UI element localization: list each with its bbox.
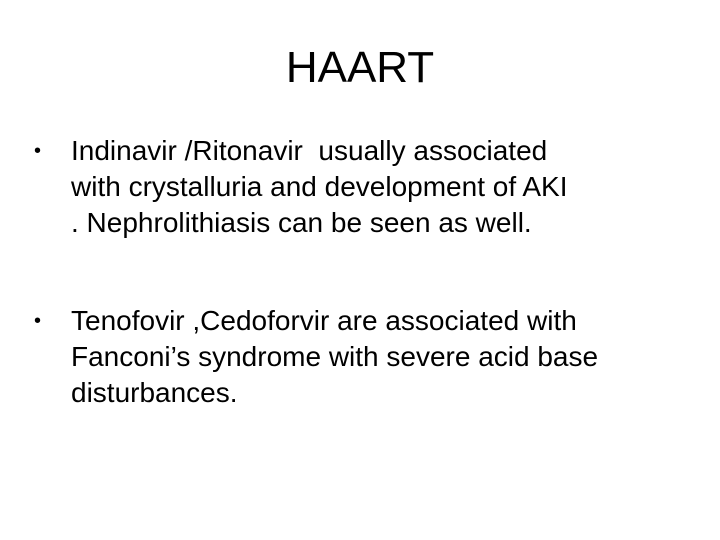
- slide-title: HAART: [285, 43, 435, 92]
- bullet-item-fanconi-syndrome: [34, 303, 704, 411]
- bullet-text: [71, 133, 567, 241]
- bullet-icon: •: [34, 140, 42, 162]
- bullet-line: Fanconi’s syndrome with severe acid base: [71, 341, 599, 372]
- bullet-line: . Nephrolithiasis can be seen as well.: [71, 207, 532, 238]
- bullet-item-haart-aki: [34, 133, 704, 241]
- bullet-line: disturbances.: [71, 377, 238, 408]
- bullet-icon: •: [34, 310, 42, 332]
- bullet-text: [71, 303, 598, 411]
- bullet-line: Tenofovir ,Cedoforvir are associated with: [71, 305, 577, 336]
- bullet-line: Indinavir /Ritonavir usually associated: [71, 135, 548, 166]
- bullet-line: with crystalluria and development of AKI: [71, 171, 568, 202]
